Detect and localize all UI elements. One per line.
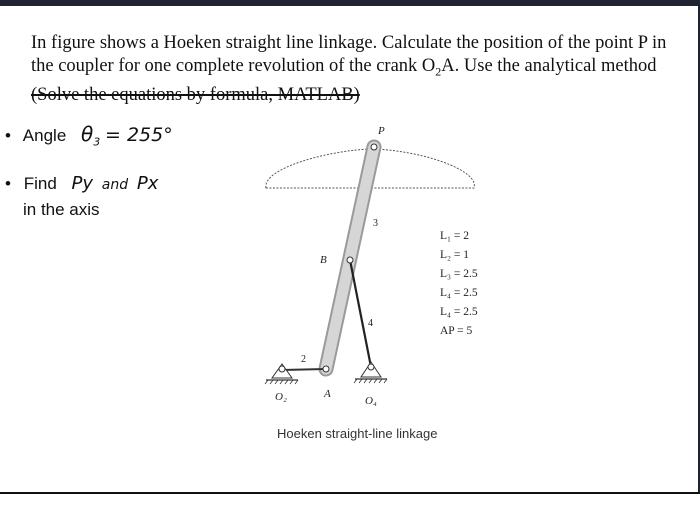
label-a: A bbox=[324, 388, 331, 400]
label-o4: O₄ bbox=[365, 395, 377, 407]
given-l1: L₁ = 2 bbox=[440, 230, 470, 242]
ground-pivot-o4 bbox=[354, 362, 387, 383]
problem-line-2-prefix: the coupler for one complete revolution of the crank O bbox=[31, 56, 436, 76]
handwritten-and: and bbox=[101, 177, 129, 193]
label-link-3: 3 bbox=[373, 218, 378, 229]
handwritten-py: Py bbox=[71, 173, 94, 194]
problem-line-2-suffix: A. Use the analytical method bbox=[441, 56, 657, 76]
label-link-4: 4 bbox=[368, 318, 373, 329]
joint-b bbox=[347, 257, 353, 263]
label-b: B bbox=[320, 254, 327, 266]
given-ap: AP = 5 bbox=[440, 325, 473, 337]
rocker-link bbox=[350, 260, 371, 367]
crank-link bbox=[282, 369, 326, 370]
joint-p bbox=[371, 144, 377, 150]
label-p: P bbox=[378, 125, 385, 137]
handwritten-theta-sub: 3 bbox=[93, 135, 101, 149]
given-l2: L₂ = 1 bbox=[440, 249, 470, 261]
ground-pivot-o2 bbox=[265, 364, 298, 384]
handwritten-angle-value: = 255° bbox=[105, 124, 173, 146]
joint-a bbox=[323, 366, 329, 372]
problem-line-1: In figure shows a Hoeken straight line linkage. Calculate the position of the point P in bbox=[31, 33, 667, 53]
given-l4: L₄ = 2.5 bbox=[440, 287, 478, 299]
figure-caption: Hoeken straight-line linkage bbox=[277, 426, 438, 441]
problem-line-2-subscript: 2 bbox=[435, 64, 442, 79]
bullet-find-label: Find bbox=[23, 174, 57, 193]
bottom-band bbox=[0, 492, 700, 527]
handwritten-px: Px bbox=[136, 173, 159, 194]
given-l4-repeat: L₄ = 2.5 bbox=[440, 306, 478, 318]
handwritten-theta: θ bbox=[81, 122, 94, 146]
bullet-find-continuation: in the axis bbox=[23, 200, 100, 219]
problem-line-3-struck: (Solve the equations by formula, MATLAB) bbox=[31, 84, 360, 105]
label-o2: O₂ bbox=[275, 391, 287, 403]
given-l3: L₃ = 2.5 bbox=[440, 268, 478, 280]
label-link-2: 2 bbox=[301, 354, 306, 365]
bullet-dot: • bbox=[5, 126, 11, 145]
bullet-angle-label: Angle bbox=[22, 126, 67, 145]
bullet-dot: • bbox=[5, 174, 11, 193]
